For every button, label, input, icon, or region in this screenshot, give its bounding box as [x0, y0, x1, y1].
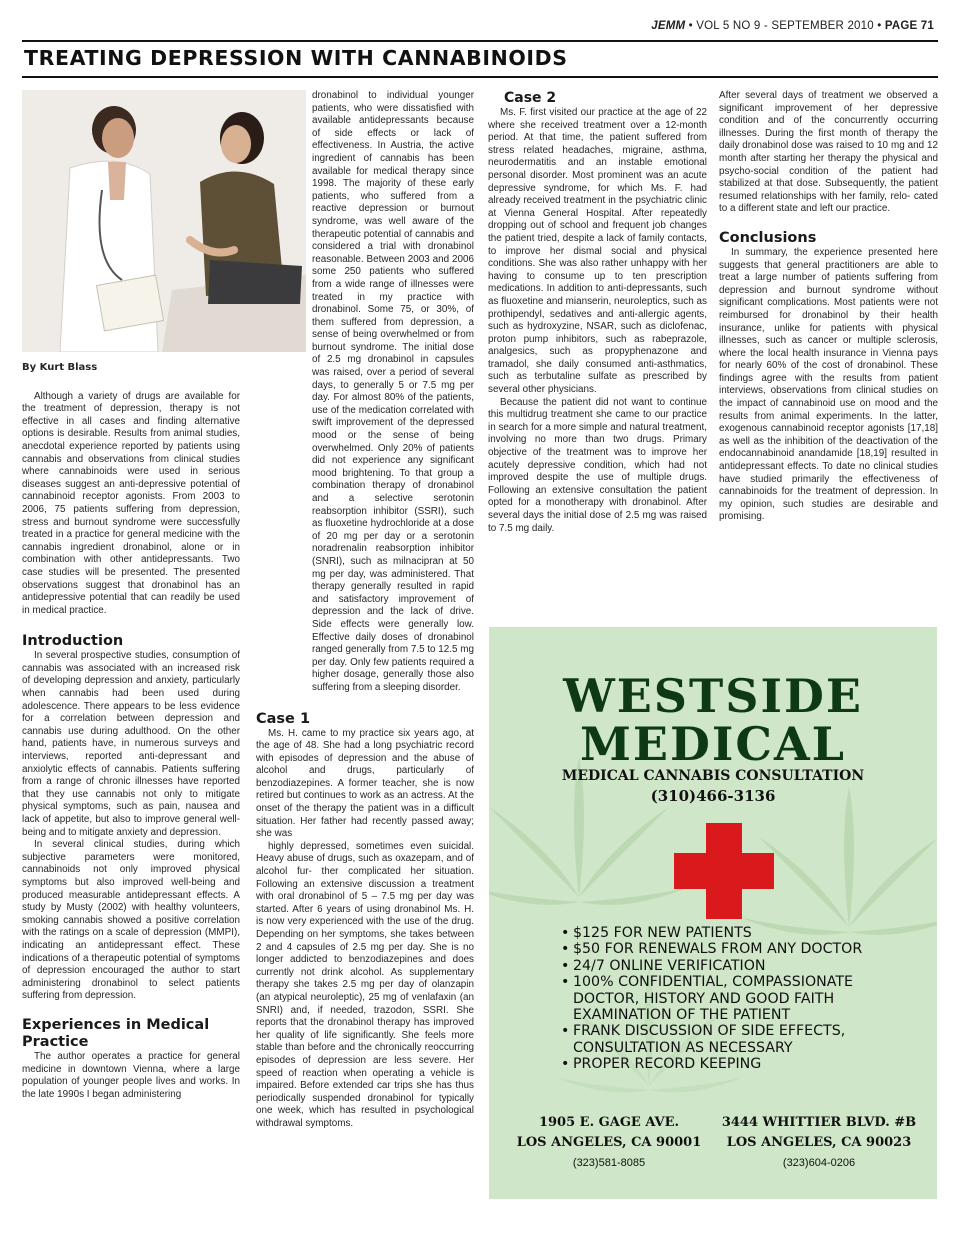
location-phone: (323)604-0206 [782, 1157, 856, 1169]
abstract-paragraph: Although a variety of drugs are available for the treatment of depression, therapy is not effective in all cases and finding alternative options is desirable. Results from animal studies, anecdotal experience reported by patients using cannabis and observations from clinical studies where cannabinoids were used in serious diseases suggest an anti-depressive potential of cannabinoid receptor agonists. From 2003 to 2006, 75 patients suffering from depression, stress and burnout syndrome were successfully treated in a practice for general medicine with the cannabis ingredient dronabinol, alone or in combination with other antidepressants. Two case studies will be presented. The presented observations suggest that dronabinol has an antidepressive potential that can readily be used in medical practice. [22, 390, 240, 616]
heading-case-1: Case 1 [256, 710, 311, 727]
ad-services-list [561, 925, 881, 1073]
ad-location-whittier [709, 1113, 929, 1173]
case2-paragraph-1: Ms. F. first visited our practice at the age of 22 where she received treatment over a 12-month period. At that time, the patient suffered from stress related headaches, migraine, asthma, neurodermatitis and an instable emotional personal disorder. Most prominent was an acute depressive syndrome, for which Ms. F. had already received treatment in the psychiatric clinic at Vienna General Hospital. After repeatedly dropping out of school and frequent job changes the patient tried, despite a lack of family contacts, to improve her dismal social and physical conditions. She was also rather unhappy with her having to consume up to ten prescription medications. In addition to anti-depressants, such as fluoxetine and mianserin, neuroleptics, such as prothipendyl, sedatives and anti-allergic agents, such as hydroxyzine, NSAR, such as diclofenac, proton pump inhibitors, such as rabeprazole, analgesics, such as propyphenazone and tramadol, she daily consumed anti-asthmatics, such as terbutaline sulfate as prescribed by several other physicians. [488, 107, 707, 396]
col4-paragraph-1: After several days of treatment we observed a significant improvement of her depressive condition and of the concurrently occurring illnesses. During the first month of therapy the daily dronabinol dose was raised to 10 mg and 12 month after starting her therapy the physical and psycho-social condition of the patient had stabilized at that dose. Subsequently, the patient resumed relationships with her family, relo- cated to a different state and left our practice. [719, 90, 938, 215]
ad-bullet: • $125 FOR NEW PATIENTS [561, 925, 881, 941]
intro-paragraph-2: In several clinical studies, during which subjective parameters were monitored, cannabinoids not only improved physical symptoms but also improved well-being and produced measurable antidepressant effects. A study by Musty (2002) with healthy volunteers, smoking cannabis showed a positive correlation with the ratings on a scale of depression (MMPI), indicating an antidepressant effect. These indications of a therapeutic potential of symptoms of depression encouraged the author to start administering dronabinol to select patients suffering from depression. [22, 839, 240, 1002]
location-city: LOS ANGELES, CA 90023 [726, 1135, 912, 1150]
header-rule [22, 40, 938, 42]
location-phone: (323)581-8085 [572, 1157, 646, 1169]
article-column-2 [256, 90, 474, 1131]
location-street: 3444 WHITTIER BLVD. #B [721, 1115, 917, 1130]
publication-name: JEMM [651, 20, 686, 32]
heading-introduction: Introduction [22, 633, 124, 650]
heading-case-2: Case 2 [504, 90, 557, 106]
ad-bullet: • $50 FOR RENEWALS FROM ANY DOCTOR [561, 941, 881, 957]
article-column-4 [719, 90, 938, 524]
ad-subtitle: MEDICAL CANNABIS CONSULTATION [561, 768, 865, 784]
conclusions-paragraph: In summary, the experience presented here suggests that general practitioners are able to treat a large number of patients suffering from depression and burnout syndrome without significant complications. Most patients were not reimbursed for dronabinol by their health insurance, unlike for patients with physical illnesses, such as cancer or multiple sclerosis, where the local health insurance in Vienna pays for nearly 60% of the cost of dronabinol. These findings agree with the results from patient interviews, observations from clinical studies on the impact of cannabinoid use on mood and the results from animal experiments. In the latter, exogenous cannabinoid receptor agonists [17,18] as well as the inhibition of the deactivation of the endocannabinoid anandamide [18,19] resulted in antidepressant effects. To date no clinical studies have studied primarily the effectiveness of cannabinoids for the treatment of depression. In my opinion, such studies are desirable and promising. [719, 246, 938, 523]
ad-bullet: • 100% CONFIDENTIAL, COMPASSIONATE DOCTOR, HISTORY AND GOOD FAITH EXAMINATION OF THE PATIENT [561, 974, 881, 1023]
case1-paragraph-1: Ms. H. came to my practice six years ago, at the age of 48. She had a long psychiatric record with episodes of depression and the abuse of alcohol and drugs, particularly of benzodiazepines. A former teacher, she is now retired but continues to work as an actress. At the onset of the therapy the patient was in a difficult situation. Her father had recently passed away; she was [256, 727, 474, 840]
experiences-paragraph-1: The author operates a practice for general medicine in downtown Vienna, where a large population of younger people lives and works. In the late 1990s I began administering [22, 1050, 240, 1100]
col2-paragraph-1: dronabinol to individual younger patients, who were dissatisfied with available antidepressants because of side effects or lack of effectiveness. In Austria, the active ingredient of cannabis has been available for medical therapy since 1998. The majority of these early patients, who suffered from a reactive depression or burnout syndrome, was well aware of the therapeutic potential of cannabis and considered a trial with dronabinol reasonable. Between 2003 and 2006 some 250 patients who suffered from a wide range of illnesses were treated in my practice with dronabinol. Some 75, or 30%, of them suffered from depression, a sense of being overwhelmed or from burnout syndrome. The initial dose of 2.5 mg dronabinol in capsules was raised, over a period of several days, to generally 5 or 7.5 mg per day. For almost 80% of the patients, use of the medication correlated with swift improvement of the depressed mood or the sense of being overwhelmed. Only 20% of patients did not experience any significant mood brightening. To that group a combination therapy of dronabinol and a selective serotonin reabsorption inhibitor (SSRI), such as fluoxetine hydrochloride at a dose of 20 mg per day or a serotonin noradrenalin reabsorption inhibitor (SNRI), such as milnacipran at 50 mg per day, was administered. That therapy generally resulted in rapid and satisfactory improvement of depression and the lack of drive. Side effects were generally low. Effective daily doses of dronabinol ranged generally from 7.5 to 12.5 mg per day. Only few patients required a higher dosage, generally those also suffering from a sleeping disorder. [312, 90, 474, 693]
issue-header: JEMM • VOL 5 NO 9 - SEPTEMBER 2010 • PAGE 71 [651, 20, 934, 32]
article-title: TREATING DEPRESSION WITH CANNABINOIDS [24, 46, 568, 70]
issue-info: VOL 5 NO 9 - SEPTEMBER 2010 [696, 20, 874, 32]
heading-experiences: Experiences in Medical Practice [22, 1016, 210, 1050]
case2-paragraph-2: Because the patient did not want to continue this multidrug treatment she came to our practice in search for a more simple and natural treatment, involving no more than two drugs. Primary objective of the treatment was to improve her acutely depressive condition, which had not improved despite the use of multiple drugs. Following an extensive consultation the patient opted for a monotherapy with dronabinol. After several days the initial dose of 2.5 mg was raised to 7.5 mg daily. [488, 396, 707, 534]
case1-paragraph-2: highly depressed, sometimes even suicidal. Heavy abuse of drugs, such as oxazepam, and of alcohol fur- ther complicated her situation. Following an extensive discussion a treatment with oral dronabinol of 5 – 7.5 mg per day was started. After 6 years of using dronabinol Ms. H. is now very experienced with the use of the drug. Depending on her symptoms, she takes between 2 and 4 capsules of 2.5 mg per day. She is no longer addicted to benzodiazepines and does currently not drink alcohol. As supplementary therapy she takes 2.5 mg per day of olanzapin (an atypical neuroleptic), 25 mg of venlafaxin (an SNRI) and, if needed, trazodon, SSRI. She reports that the dronabinol therapy has improved her quality of life significantly. She feels more stable than before and the chronically reoccurring episodes of depression are less severe. Her speed of reaction when operating a vehicle is impaired. Before extended car trips she has thus periodically suspended dronabinol for typically one week, which has resulted in psychological withdrawal symptoms. [256, 840, 474, 1129]
ad-bullet: • 24/7 ONLINE VERIFICATION [561, 958, 881, 974]
page-number: PAGE 71 [884, 20, 934, 32]
location-street: 1905 E. GAGE AVE. [538, 1115, 680, 1130]
heading-conclusions: Conclusions [719, 229, 817, 246]
ad-main-phone: (310)466-3136 [650, 787, 776, 805]
ad-location-gage [509, 1113, 709, 1173]
title-rule [22, 76, 938, 78]
westside-medical-ad [489, 627, 937, 1199]
ad-title-medical: MEDICAL [579, 717, 847, 771]
ad-bullet: • PROPER RECORD KEEPING [561, 1056, 881, 1072]
ad-title-westside: WESTSIDE [563, 669, 863, 723]
article-column-1 [22, 362, 240, 1101]
intro-paragraph-1: In several prospective studies, consumption of cannabis was associated with an increased risk of developing depression and anxiety, particularly when cannabis had been used during adolescence. There appears to be less evidence for a correlation between depression and cannabis use during adulthood. On the other hand, patients have, in numerous surveys and interviews, reported anti-depressant and anxiolytic effects of cannabis. Patients suffering from a range of chronic illnesses have reported that they use cannabis not only to mitigate physical symptoms, such as pain, nausea and lack of appetite, but also to improve general well-being and to mitigate anxiety and depression. [22, 650, 240, 838]
ad-bullet: • FRANK DISCUSSION OF SIDE EFFECTS, CONSULTATION AS NECESSARY [561, 1023, 861, 1056]
location-city: LOS ANGELES, CA 90001 [516, 1135, 702, 1150]
article-column-3 [488, 90, 707, 535]
byline: By Kurt Blass [22, 362, 98, 373]
